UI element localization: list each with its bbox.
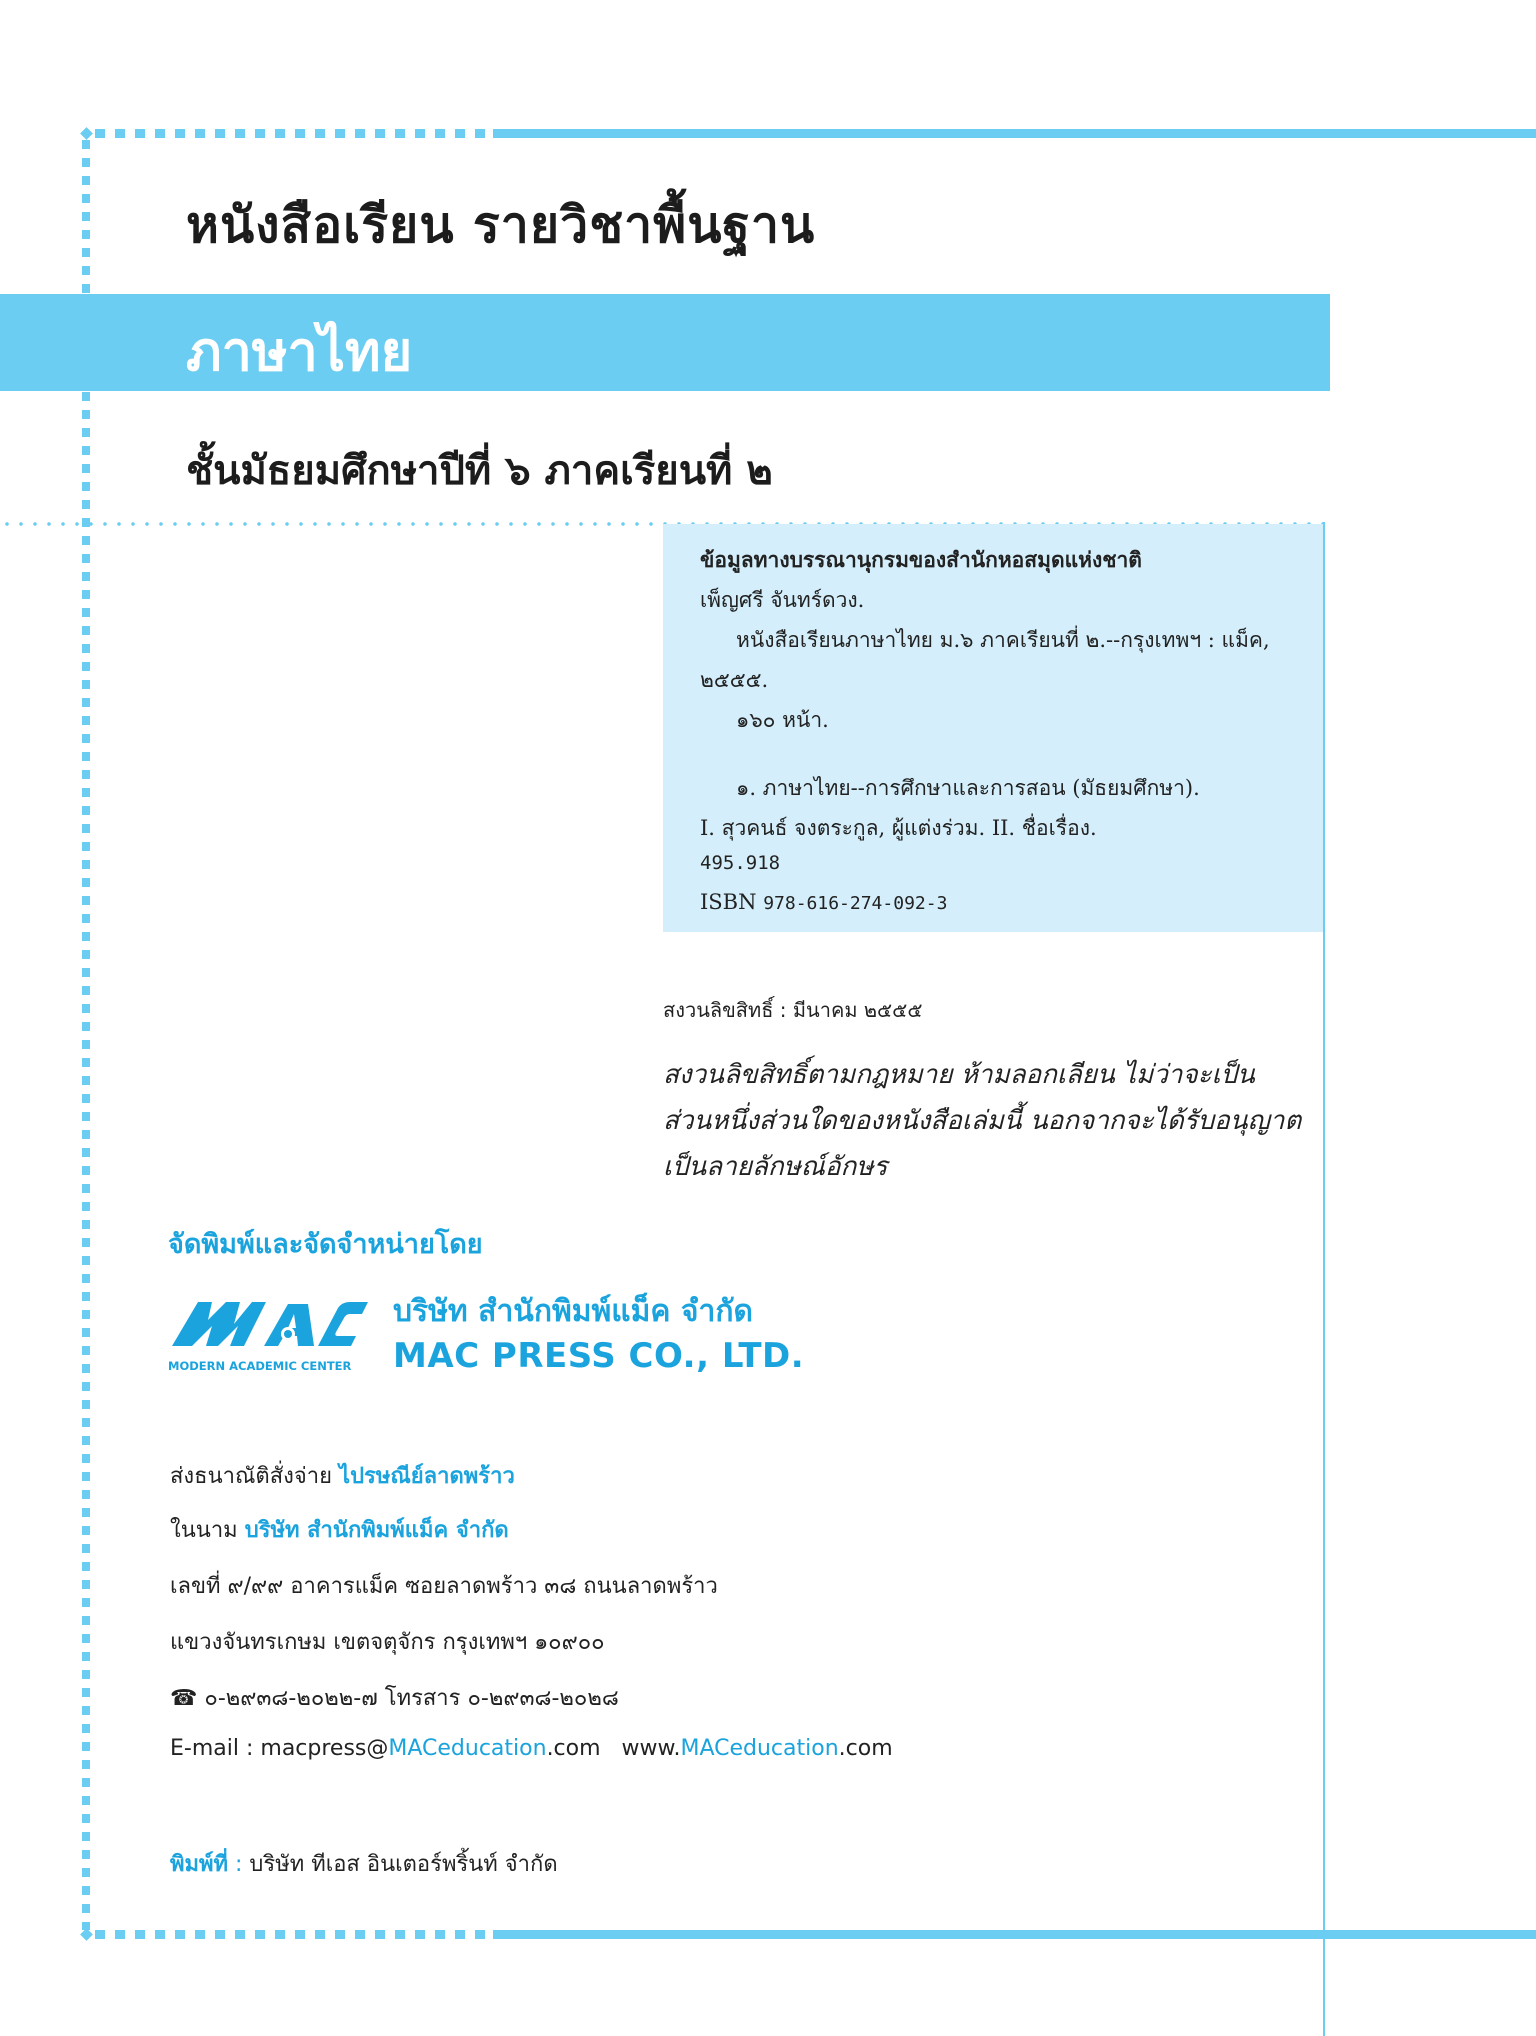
payee-label: ในนาม — [170, 1518, 238, 1543]
mac-logo — [168, 1290, 368, 1376]
payee-line — [170, 1512, 509, 1547]
copyright-notice-line: ส่วนหนึ่งส่วนใดของหนังสือเล่มนี้ นอกจากจะได้รับอนุญาต — [663, 1106, 1302, 1136]
book-type-title: หนังสือเรียน รายวิชาพื้นฐาน — [186, 196, 816, 254]
frame-corner-bottom — [80, 1928, 93, 1941]
email-label: E-mail : — [170, 1736, 254, 1761]
grade-title: ชั้นมัธยมศึกษาปีที่ ๖ ภาคเรียนที่ ๒ — [186, 448, 773, 494]
printer-line — [170, 1846, 558, 1881]
mac-logo-icon — [168, 1290, 368, 1376]
frame-corner-top — [80, 127, 93, 140]
publisher-name-english: MAC PRESS CO., LTD. — [393, 1336, 805, 1376]
copyright-notice-line: เป็นลายลักษณ์อักษร — [663, 1152, 888, 1182]
district-address: แขวงจันทรเกษม เขตจตุจักร กรุงเทพฯ ๑๐๙๐๐ — [170, 1630, 605, 1655]
catalog-heading: ข้อมูลทางบรรณานุกรมของสำนักหอสมุดแห่งชาติ — [700, 547, 1142, 572]
isbn-value: 978-616-274-092-3 — [763, 893, 948, 914]
frame-bottom-dashes — [95, 1930, 487, 1939]
printer-label: พิมพ์ที่ — [170, 1852, 229, 1877]
street-address: เลขที่ ๙/๙๙ อาคารแม็ค ซอยลาดพร้าว ๓๘ ถนนลาดพร้าว — [170, 1574, 718, 1599]
money-order-value: ไปรษณีย์ลาดพร้าว — [339, 1464, 515, 1489]
isbn-label: ISBN — [700, 890, 757, 914]
website-link[interactable]: www.MACeducation.com — [621, 1736, 893, 1761]
catalog-box — [663, 524, 1323, 932]
email-link[interactable]: macpress@MACeducation.com — [260, 1736, 601, 1761]
logo-caption: MODERN ACADEMIC CENTER — [168, 1359, 352, 1373]
subject-title: ภาษาไทย — [186, 320, 413, 383]
phone-line — [170, 1680, 619, 1715]
copyright-date: สงวนลิขสิทธิ์ : มีนาคม ๒๕๕๕ — [663, 998, 923, 1022]
copyright-notice — [663, 1052, 1301, 1190]
money-order-line — [170, 1458, 515, 1493]
copyright-notice-line: สงวนลิขสิทธิ์ตามกฎหมาย ห้ามลอกเลียน ไม่ว่าจะเป็น — [663, 1060, 1255, 1090]
right-vertical-rule — [1323, 522, 1325, 2036]
phone-numbers: ๐-๒๙๓๘-๒๐๒๒-๗ โทรสาร ๐-๒๙๓๘-๒๐๒๘ — [204, 1686, 619, 1711]
frame-top-bar — [493, 129, 1536, 138]
publisher-heading: จัดพิมพ์และจัดจำหน่ายโดย — [168, 1229, 483, 1260]
contact-line — [170, 1736, 893, 1761]
catalog-pages: ๑๖๐ หน้า. — [736, 708, 829, 732]
frame-bottom-bar — [493, 1930, 1536, 1939]
catalog-author: เพ็ญศรี จันทร์ดวง. — [700, 588, 865, 612]
printer-separator: : — [228, 1852, 250, 1877]
catalog-isbn — [700, 890, 947, 914]
catalog-year: ๒๕๕๕. — [700, 668, 769, 692]
catalog-classification: 495.918 — [700, 852, 781, 874]
catalog-subject: ๑. ภาษาไทย--การศึกษาและการสอน (มัธยมศึกษา). — [736, 776, 1200, 800]
frame-top-dashes — [95, 129, 487, 138]
phone-icon: ☎ — [170, 1686, 198, 1711]
catalog-contributors: I. สุวคนธ์ จงตระกูล, ผู้แต่งร่วม. II. ชื่อเรื่อง. — [700, 816, 1097, 840]
catalog-book-title: หนังสือเรียนภาษาไทย ม.๖ ภาคเรียนที่ ๒.--กรุงเทพฯ : แม็ค, — [736, 628, 1270, 652]
money-order-label: ส่งธนาณัติสั่งจ่าย — [170, 1464, 332, 1489]
payee-value: บริษัท สำนักพิมพ์แม็ค จำกัด — [244, 1518, 509, 1543]
frame-left-dashes — [82, 140, 90, 1930]
publisher-name-thai: บริษัท สำนักพิมพ์แม็ค จำกัด — [393, 1294, 753, 1329]
printer-value: บริษัท ทีเอส อินเตอร์พริ้นท์ จำกัด — [249, 1852, 558, 1877]
